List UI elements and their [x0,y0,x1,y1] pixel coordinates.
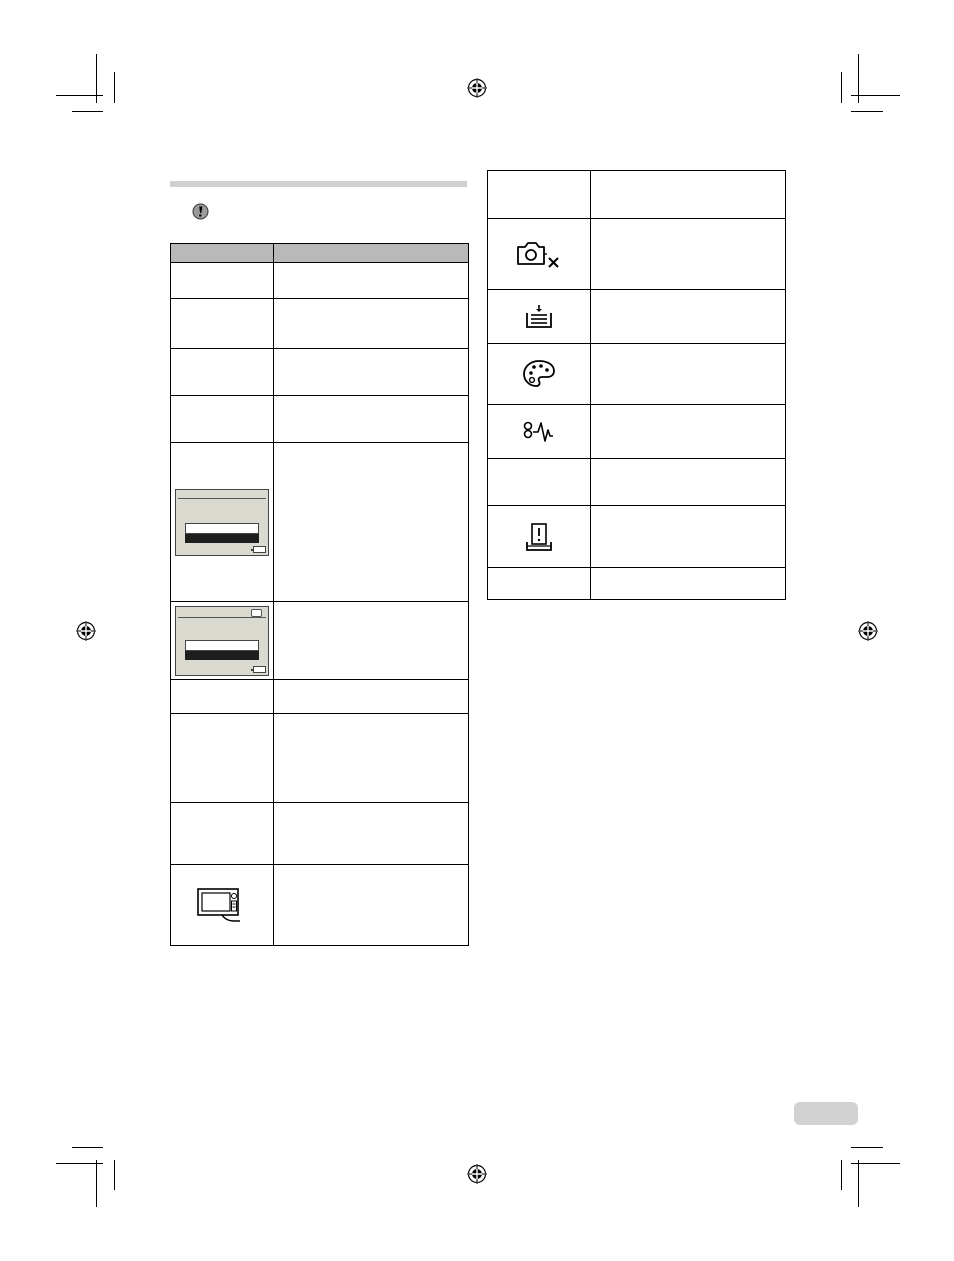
table-row [171,443,469,602]
remedy-cell [591,459,786,506]
table-row [488,459,786,506]
caution-icon [192,203,209,220]
table-row [171,803,469,865]
registration-mark-icon [467,78,487,98]
table-row [488,171,786,219]
registration-mark-icon [76,621,96,641]
no-picture-icon [514,238,564,270]
cause-cell [171,602,274,680]
column-header [171,244,274,263]
cause-cell [488,219,591,290]
remedy-cell [274,349,469,396]
registration-mark-icon [858,621,878,641]
table-row [488,506,786,568]
table-row [488,405,786,459]
remedy-cell [591,568,786,600]
cause-cell [171,714,274,803]
crop-mark [841,1160,842,1190]
paper-jam-icon [522,418,556,446]
cause-cell [488,459,591,506]
remedy-cell [591,290,786,344]
cause-cell [488,344,591,405]
table-row [171,349,469,396]
cause-cell [171,865,274,946]
cause-cell [171,396,274,443]
cause-cell [171,680,274,714]
remedy-cell [274,680,469,714]
printer-error-icon [524,521,554,553]
remedy-cell [591,171,786,219]
table-row [171,714,469,803]
crop-mark [858,54,859,103]
table-row [171,299,469,349]
cause-cell [171,299,274,349]
cause-cell [488,506,591,568]
crop-mark [114,72,115,103]
remedy-cell [274,263,469,299]
crop-mark [96,1160,97,1207]
screen-menu-illustration-2-icon [175,606,269,676]
remedy-cell [591,405,786,459]
remedy-cell [274,602,469,680]
cause-cell [171,803,274,865]
page-number-badge [794,1102,858,1125]
crop-mark [72,111,103,112]
crop-mark [851,1147,883,1148]
registration-mark-icon [467,1164,487,1184]
screen-menu-illustration-icon [175,489,269,556]
column-header [274,244,469,263]
remedy-cell [274,803,469,865]
remedy-cell [274,714,469,803]
cause-cell [171,263,274,299]
crop-mark [858,1160,859,1207]
table-row [171,396,469,443]
table-row [171,263,469,299]
remedy-cell [591,219,786,290]
crop-mark [851,111,883,112]
remedy-cell [274,396,469,443]
crop-mark [72,1147,103,1148]
paper-tray-icon [523,303,555,331]
remedy-cell [591,344,786,405]
remedy-cell [274,299,469,349]
table-row [171,680,469,714]
table-header-row [171,244,469,263]
ink-palette-icon [521,358,557,390]
section-heading-bar [170,181,467,187]
cause-cell [488,171,591,219]
crop-mark [96,54,97,103]
remedy-cell [274,865,469,946]
table-row [171,865,469,946]
cause-cell [171,443,274,602]
cause-cell [488,405,591,459]
remedy-cell [274,443,469,602]
crop-mark [114,1160,115,1190]
right-error-table [487,170,786,600]
cause-cell [488,290,591,344]
table-row [488,219,786,290]
table-row [488,290,786,344]
table-row [488,344,786,405]
table-row [171,602,469,680]
crop-mark [841,72,842,103]
cause-cell [171,349,274,396]
remedy-cell [591,506,786,568]
left-error-table [170,243,469,946]
cause-cell [488,568,591,600]
camera-connected-to-printer-icon [194,885,250,925]
table-row [488,568,786,600]
